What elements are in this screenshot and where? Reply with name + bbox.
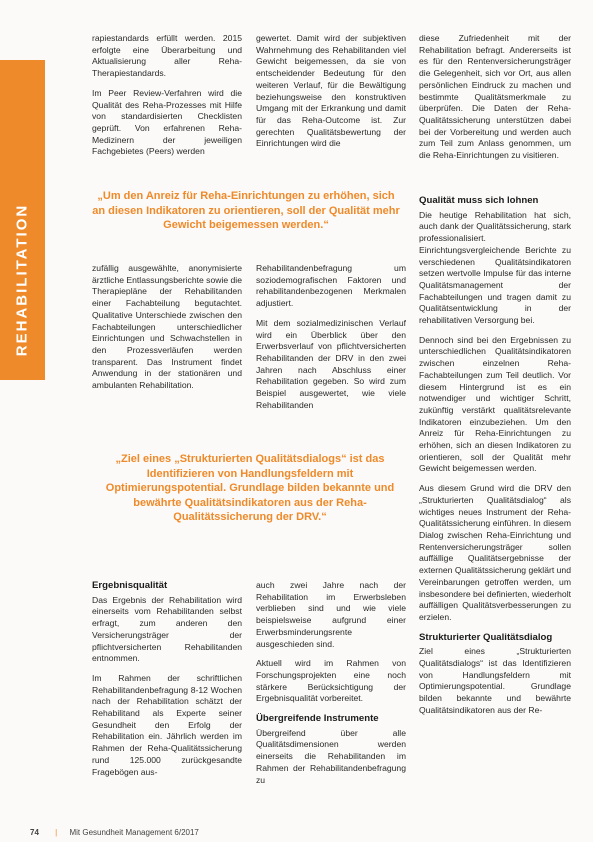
paragraph: Ziel eines „Strukturierten Qualitätsdialogs“ ist das Identifizieren von Handlungsfeldern mit Optimierungspotential. Grundlage bilden bekannte und bewährte Qualitätsindikatoren aus der Re-	[419, 646, 571, 715]
paragraph: Rehabilitandenbefragung um soziodemografischen Faktoren und rehabilitandenbezogenen Merkmalen adjustiert.	[256, 263, 406, 309]
column-1-bottom	[92, 580, 242, 786]
publication-name: Mit Gesundheit Management 6/2017	[69, 828, 199, 837]
paragraph: diese Zufriedenheit mit der Rehabilitation befragt. Andererseits ist es für den Rentenversicherungsträger die Gelegenheit, sich vor Ort, aus allen persönlichen Eindruck zu machen und bestimmte Qualitätsmerkmale zu überprüfen. Die Daten der Reha-Qualitätssicherung unterstützen dabei bei der Vorbereitung und werden auch zum Teil zum Anlass genommen, um die Reha-Einrichtungen zu visitieren.	[419, 33, 571, 161]
page-footer	[30, 828, 199, 837]
column-3-top	[419, 33, 571, 170]
paragraph: Übergreifend über alle Qualitätsdimensionen werden einerseits die Rehabilitanden im Rahmen der Rehabilitandenbefragung zu	[256, 727, 406, 785]
section-sidebar	[0, 60, 45, 380]
paragraph: gewertet. Damit wird der subjektiven Wahrnehmung des Rehabilitanden viel Gewicht beigemessen, da sie von entscheidender Bedeutung für den weiteren Verlauf, für die Bewältigung beziehungsweise den konstruktiven Umgang mit der Erkrankung und damit für das Reha-Outcome ist. Zur gerechten Qualitätsbewertung der Einrichtungen wird die	[256, 33, 406, 149]
subheading: Strukturierter Qualitätsdialog	[419, 631, 553, 643]
paragraph: Die heutige Rehabilitation hat sich, auch dank der Qualitätssicherung, stark professionalisiert. Einrichtungsvergleichende Berichte zu verschiedenen Qualitätsindikatoren setzen wertvolle Impulse für das interne Qualitätsmanagement der Fachabteilungen und tragen damit zu Qualitätsentwicklung in der rehabilitativen Versorgung bei.	[419, 209, 571, 326]
column-2-top	[256, 33, 406, 158]
paragraph: Das Ergebnis der Rehabilitation wird einerseits vom Rehabilitanden selbst erfragt, zum anderen den Versicherungsträger der pflichtversicherten Rehabilitanden entnommen.	[92, 594, 242, 664]
pull-quote-1: „Um den Anreiz für Reha-Einrichtungen zu erhöhen, sich an diesen Indikatoren zu orientieren, soll der Qualität mehr Gewicht beigemessen werden.“	[92, 190, 400, 231]
paragraph: Im Rahmen der schriftlichen Rehabilitandenbefragung 8-12 Wochen nach der Rehabilitation schätzt der Rehabilitand als Experte seiner Gesundheit den Erfolg der Rehabilitation ein. Jährlich werden im Rahmen der Reha-Qualitätssicherung rund 125.000 zurückgesandte Fragebögen aus-	[92, 672, 242, 777]
subheading: Übergreifende Instrumente	[256, 713, 379, 725]
column-2-bottom	[256, 580, 406, 794]
footer-separator: |	[55, 828, 58, 837]
section-label: REHABILITATION	[13, 203, 31, 357]
paragraph: rapiestandards erfüllt werden. 2015 erfolgte eine Überarbeitung und Aktualisierung aller Reha-Therapiestandards.	[92, 33, 242, 79]
subheading: Qualität muss sich lohnen	[419, 195, 539, 206]
paragraph: Mit dem sozialmedizinischen Verlauf wird ein Überblick über den Erwerbsverlauf von pflichtversicherten Rehabilitanden der DRV in den zwei Jahren nach Abschluss einer Rehabilitation gegeben. So wird zum Beispiel ausgewertet, wie viele Rehabilitanden	[256, 317, 406, 410]
paragraph: Im Peer Review-Verfahren wird die Qualität des Reha-Prozesses mit Hilfe von standardisierten Checklisten geprüft. Von erfahrenen Reha-Medizinern der jeweiligen Fachgebietes (Peers) werden	[92, 87, 242, 157]
pull-quote-2: „Ziel eines „Strukturierten Qualitätsdialogs“ ist das Identifizieren von Handlungsfeldern mit Optimierungspotential. Grundlage bilden bekannte und bewährte Qualitätsindikatoren aus der Reha-Qualitätssicherung der DRV.“	[105, 453, 395, 523]
column-3-middle	[419, 195, 571, 725]
subheading: Ergebnisqualität	[92, 580, 168, 591]
column-1-middle	[92, 263, 242, 400]
paragraph: Aus diesem Grund wird die DRV den „Strukturierten Qualitätsdialog“ als wichtiges neues Instrument der Reha-Qualitätssicherung einführen. In diesem Dialog zwischen Reha-Einrichtung und Rentenversicherungsträger sollen auffällige Qualitätsergebnisse der externen Qualitätssicherung geklärt und Vereinbarungen getroffen werden, um insbesondere bei definierten, wiederholt auffälligen Qualitätsverbesserungen zu erzielen.	[419, 483, 571, 622]
paragraph: Aktuell wird im Rahmen von Forschungsprojekten eine noch stärkere Berücksichtigung der Ergebnisqualität vorbereitet.	[256, 658, 406, 704]
column-2-middle	[256, 263, 406, 419]
column-1-top	[92, 33, 242, 166]
paragraph: zufällig ausgewählte, anonymisierte ärztliche Entlassungsberichte sowie die Therapiepläne der Rehabilitanden einer Fachabteilung begutachtet. Qualitative Unterschiede zwischen den Fachabteilungen unterschiedlicher Einrichtungen und Schwachstellen in den Prozessverläufen werden transparent. Das Instrument findet Anwendung in der stationären und ambulanten Rehabilitation.	[92, 263, 242, 391]
page-number: 74	[30, 828, 39, 837]
paragraph: Dennoch sind bei den Ergebnissen zu unterschiedlichen Qualitätsindikatoren zwischen einzelnen Reha-Fachabteilungen zum Teil deutlich. Vor diesem Hintergrund ist es ein notwendiger und wichtiger Schritt, zukünftig verstärkt qualitätsrelevante Indikatoren einzubeziehen. Um den Anreiz für Reha-Einrichtungen zu erhöhen, sich an diesen Indikatoren zu orientieren, soll der Qualität mehr Gewicht beigemessen werden.	[419, 334, 571, 474]
paragraph: auch zwei Jahre nach der Rehabilitation im Erwerbsleben verblieben sind und wie viele beispielsweise aufgrund einer Erwerbsminderungsrente ausgeschieden sind.	[256, 580, 406, 649]
